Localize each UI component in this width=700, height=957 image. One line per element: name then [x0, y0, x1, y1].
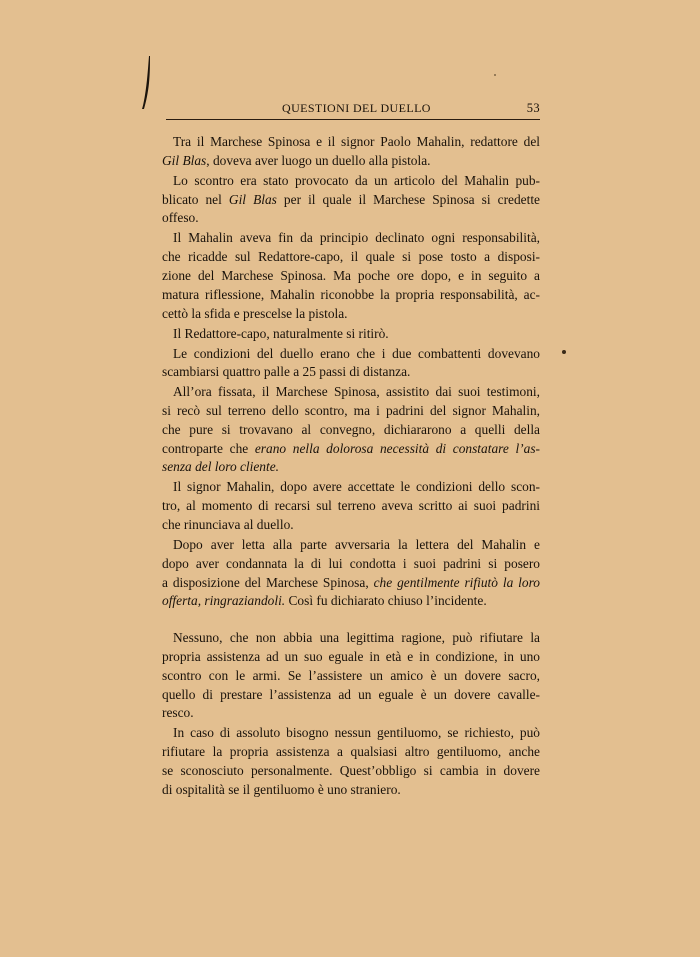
page-number: 53 [526, 101, 540, 115]
text-run: dopo aver condannata la di lui condotta i suoi padrini si posero [162, 555, 540, 571]
text-run: Dopo aver letta alla parte avversaria la lettera del Mahalin e [173, 537, 540, 553]
text-run: scambiarsi quattro palle a 25 passi di distanza. [162, 364, 411, 380]
text-line [162, 440, 540, 459]
running-header [166, 100, 542, 118]
text-line [162, 762, 540, 781]
text-line [162, 458, 540, 477]
text-line [162, 497, 540, 516]
text-line [162, 421, 540, 440]
text-line [162, 516, 540, 535]
text-run: Il signor Mahalin, dopo avere accettate le condizioni dello scon- [173, 479, 540, 495]
text-run: matura riflessione, Mahalin riconobbe la propria responsabilità, ac- [162, 286, 540, 302]
text-line [162, 743, 540, 762]
text-run: Lo scontro era stato provocato da un articolo del Mahalin pub- [173, 172, 540, 188]
text-run: quello di prestare l’assistenza ad un eguale è un dovere cavalle- [162, 686, 540, 702]
text-run: di ospitalità se il gentiluomo è uno straniero. [162, 781, 401, 797]
text-run: che rinunciava al duello. [162, 517, 294, 533]
header-rule [166, 119, 540, 120]
italic-text: Gil Blas [162, 152, 207, 168]
paper-speck [562, 350, 566, 354]
text-run: blicato nel [162, 191, 229, 207]
text-line [162, 574, 540, 593]
text-run: zione del Marchese Spinosa. Ma poche ore dopo, e in seguito a [162, 267, 540, 283]
text-run: cettò la sfida e prescelse la pistola. [162, 305, 348, 321]
text-line [162, 781, 540, 800]
paper-speck [494, 74, 496, 76]
text-line [162, 248, 540, 267]
text-line [162, 172, 540, 191]
text-line [162, 648, 540, 667]
running-title: QUESTIONI DEL DUELLO [282, 101, 431, 115]
text-run: si recò sul terreno dello scontro, ma i padrini del signor Mahalin, [162, 403, 540, 419]
italic-text: senza del loro cliente. [162, 459, 280, 475]
text-run: propria assistenza ad un suo eguale in età e in condizione, in uno [162, 649, 540, 665]
text-line [162, 267, 540, 286]
text-run: che ricadde sul Redattore-capo, il quale si pose tosto a disposi- [162, 249, 540, 265]
text-run: Nessuno, che non abbia una legittima ragione, può rifiutare la [173, 630, 540, 646]
italic-text: che gentilmente rifiutò la loro [373, 574, 540, 590]
text-line [162, 152, 540, 171]
italic-text: erano nella dolorosa necessità di constatare l’as- [254, 440, 540, 456]
italic-text: offerta, ringraziandoli. [162, 593, 286, 609]
text-line [162, 133, 540, 152]
text-run: All’ora fissata, il Marchese Spinosa, assistito dai suoi testimoni, [173, 384, 540, 400]
text-run: rifiutare la propria assistenza a qualsiasi altro gentiluomo, anche [162, 744, 540, 760]
text-run: Il Mahalin aveva fin da principio declinato ogni responsabilità, [173, 230, 540, 246]
text-run: resco. [162, 705, 194, 721]
text-run: , doveva aver luogo un duello alla pistola. [206, 152, 431, 168]
text-run: Il Redattore-capo, naturalmente si ritirò. [173, 325, 389, 341]
text-run: che pure si trovavano al convegno, dichiararono a quelli della [162, 421, 540, 437]
text-line [162, 402, 540, 421]
text-line [162, 286, 540, 305]
text-line [162, 209, 540, 228]
text-line [162, 724, 540, 743]
text-line [162, 478, 540, 497]
text-run: Tra il Marchese Spinosa e il signor Paolo Mahalin, redattore del [173, 134, 540, 149]
text-line [162, 325, 540, 344]
text-line [162, 229, 540, 248]
section-break [162, 611, 540, 629]
text-run: a disposizione del Marchese Spinosa, [162, 574, 374, 590]
text-run: Le condizioni del duello erano che i due combattenti dovevano [173, 345, 540, 361]
text-line [162, 191, 540, 210]
text-line [162, 363, 540, 382]
italic-text: Gil Blas [228, 191, 277, 207]
text-run: controparte che [162, 440, 255, 456]
body-text [162, 133, 540, 800]
text-line [162, 345, 540, 364]
text-run: tro, al momento di recarsi sul terreno aveva scritto ai suoi padrini [162, 498, 540, 514]
page-edge-mark [140, 55, 154, 110]
text-line [162, 592, 540, 611]
text-line [162, 686, 540, 705]
text-run: per il quale il Marchese Spinosa si credette [276, 191, 541, 207]
text-line [162, 383, 540, 402]
text-line [162, 536, 540, 555]
text-run: offeso. [162, 210, 199, 226]
text-line [162, 305, 540, 324]
text-line [162, 555, 540, 574]
text-line [162, 704, 540, 723]
text-run: se sconosciuto personalmente. Quest’obbligo si cambia in dovere [162, 763, 540, 778]
text-line [162, 667, 540, 686]
text-line [162, 629, 540, 648]
text-run: Così fu dichiarato chiuso l’incidente. [285, 593, 487, 609]
text-run: In caso di assoluto bisogno nessun gentiluomo, se richiesto, può [173, 725, 540, 741]
text-run: scontro con le armi. Se l’assistere un amico è un dovere sacro, [162, 667, 540, 683]
